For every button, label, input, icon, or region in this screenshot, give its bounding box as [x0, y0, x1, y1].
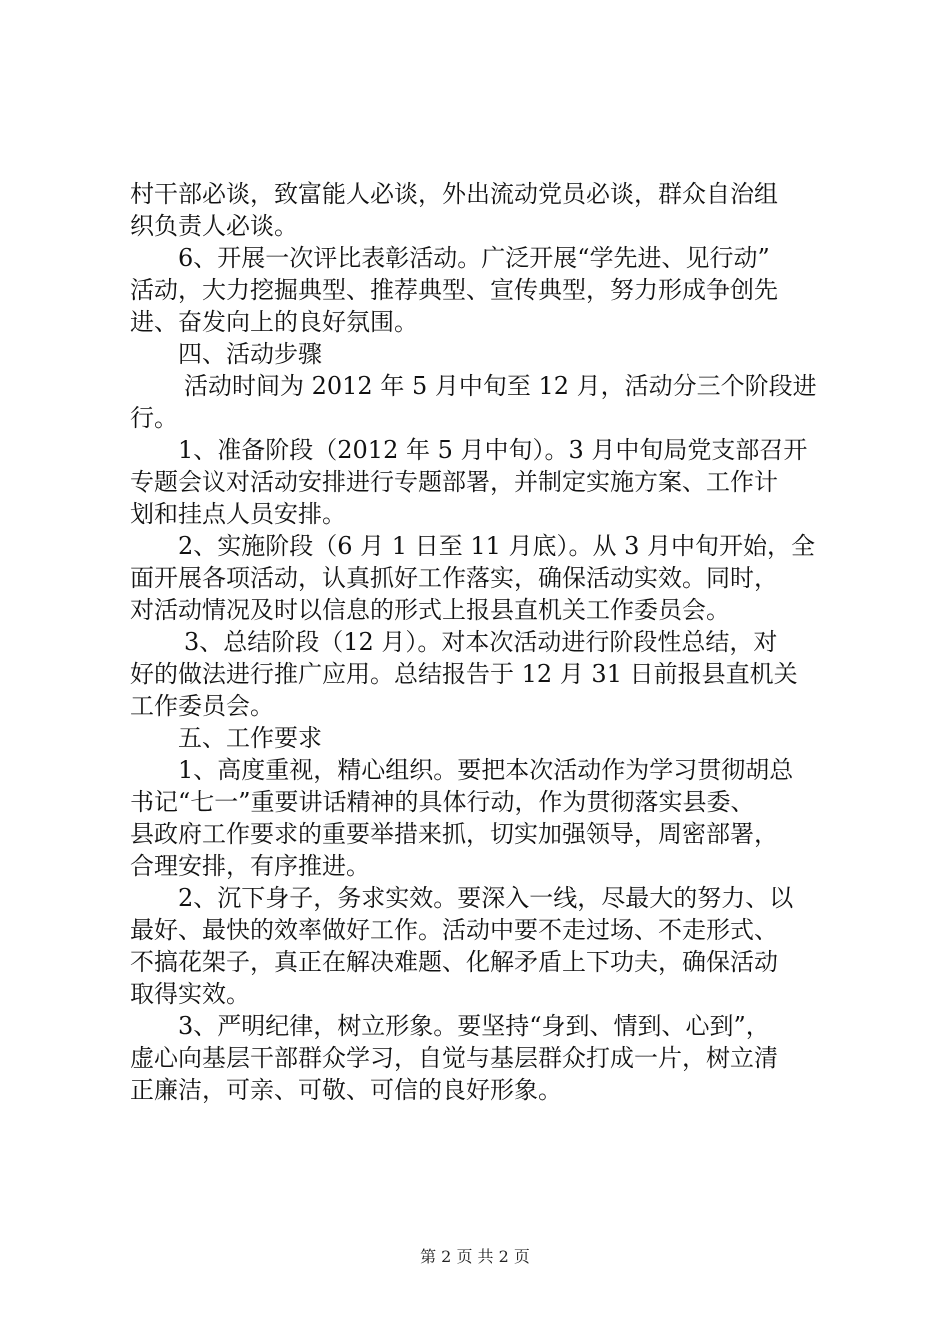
text-line: 行。: [130, 404, 178, 432]
text-line: 对活动情况及时以信息的形式上报县直机关工作委员会。: [130, 596, 730, 624]
text-line: 2、实施阶段（6 月 1 日至 11 月底）。从 3 月中旬开始，全: [178, 532, 816, 560]
section-heading: 五、工作要求: [178, 724, 322, 752]
text-line: 织负责人必谈。: [130, 212, 298, 240]
text-line: 活动时间为 2012 年 5 月中旬至 12 月，活动分三个阶段进: [184, 372, 817, 400]
text-line: 2、沉下身子，务求实效。要深入一线，尽最大的努力、以: [178, 884, 794, 912]
text-line: 1、高度重视，精心组织。要把本次活动作为学习贯彻胡总: [178, 756, 794, 784]
text-line: 正廉洁，可亲、可敬、可信的良好形象。: [130, 1076, 562, 1104]
text-line: 3、严明纪律，树立形象。要坚持“身到、情到、心到”，: [178, 1012, 770, 1040]
text-line: 好的做法进行推广应用。总结报告于 12 月 31 日前报县直机关: [130, 660, 798, 688]
text-line: 合理安排，有序推进。: [130, 852, 370, 880]
text-line: 6、开展一次评比表彰活动。广泛开展“学先进、见行动”: [178, 244, 770, 272]
text-line: 虚心向基层干部群众学习，自觉与基层群众打成一片，树立清: [130, 1044, 778, 1072]
page-footer: 第 2 页 共 2 页: [420, 1247, 530, 1266]
text-line: 1、准备阶段（2012 年 5 月中旬）。3 月中旬局党支部召开: [178, 436, 808, 464]
text-line: 书记“七一”重要讲话精神的具体行动，作为贯彻落实县委、: [130, 788, 755, 816]
text-line: 村干部必谈，致富能人必谈，外出流动党员必谈，群众自治组: [130, 180, 778, 208]
text-line: 活动，大力挖掘典型、推荐典型、宣传典型，努力形成争创先: [130, 276, 778, 304]
text-line: 进、奋发向上的良好氛围。: [130, 308, 418, 336]
text-line: 县政府工作要求的重要举措来抓，切实加强领导，周密部署，: [130, 820, 778, 848]
section-heading: 四、活动步骤: [178, 340, 322, 368]
text-line: 专题会议对活动安排进行专题部署，并制定实施方案、工作计: [130, 468, 778, 496]
text-line: 不搞花架子，真正在解决难题、化解矛盾上下功夫，确保活动: [130, 948, 778, 976]
text-line: 工作委员会。: [130, 692, 274, 720]
text-line: 面开展各项活动，认真抓好工作落实，确保活动实效。同时，: [130, 564, 778, 592]
text-line: 最好、最快的效率做好工作。活动中要不走过场、不走形式、: [130, 916, 778, 944]
text-line: 划和挂点人员安排。: [130, 500, 346, 528]
text-line: 3、总结阶段（12 月）。对本次活动进行阶段性总结，对: [184, 628, 778, 656]
text-line: 取得实效。: [130, 980, 250, 1008]
